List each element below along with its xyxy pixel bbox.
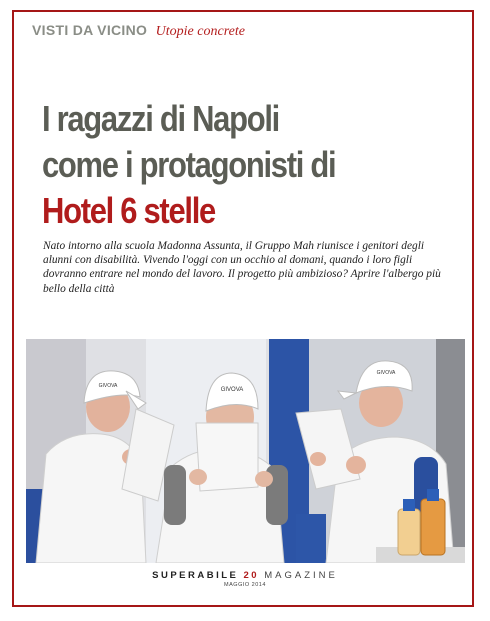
footer-brand-line bbox=[0, 570, 490, 581]
cap-logo-2: GIVOVA bbox=[220, 387, 244, 393]
issue-date: MAGGIO 2014 bbox=[224, 582, 266, 588]
headline-line-2: come i protagonisti di bbox=[42, 144, 336, 185]
section-label: VISTI DA VICINO bbox=[32, 22, 148, 38]
page-number: 20 bbox=[243, 570, 260, 581]
photo-illustration bbox=[26, 339, 465, 563]
standfirst: Nato intorno alla scuola Madonna Assunta, il Gruppo Mah riunisce i genitori degli alunni con disabilità. Vivendo l'oggi con un occhio al domani, quando i loro figli dovranno entrare nel mondo del lavoro. Il progetto più ambizioso? Aprire l'albergo più bello della città bbox=[43, 240, 441, 295]
headline bbox=[42, 96, 335, 234]
headline-line-3: Hotel 6 stelle bbox=[42, 190, 215, 231]
magazine-label: MAGAZINE bbox=[264, 570, 338, 581]
section-kicker bbox=[32, 22, 245, 40]
headline-line-1: I ragazzi di Napoli bbox=[42, 98, 279, 139]
section-sublabel: Utopie concrete bbox=[155, 24, 245, 39]
brand-name: SUPERABILE bbox=[152, 570, 239, 581]
article-photo bbox=[26, 339, 465, 563]
cap-logo-1: GIVOVA bbox=[98, 383, 118, 389]
cap-logo-3: GIVOVA bbox=[376, 370, 396, 376]
page-footer bbox=[0, 570, 490, 588]
